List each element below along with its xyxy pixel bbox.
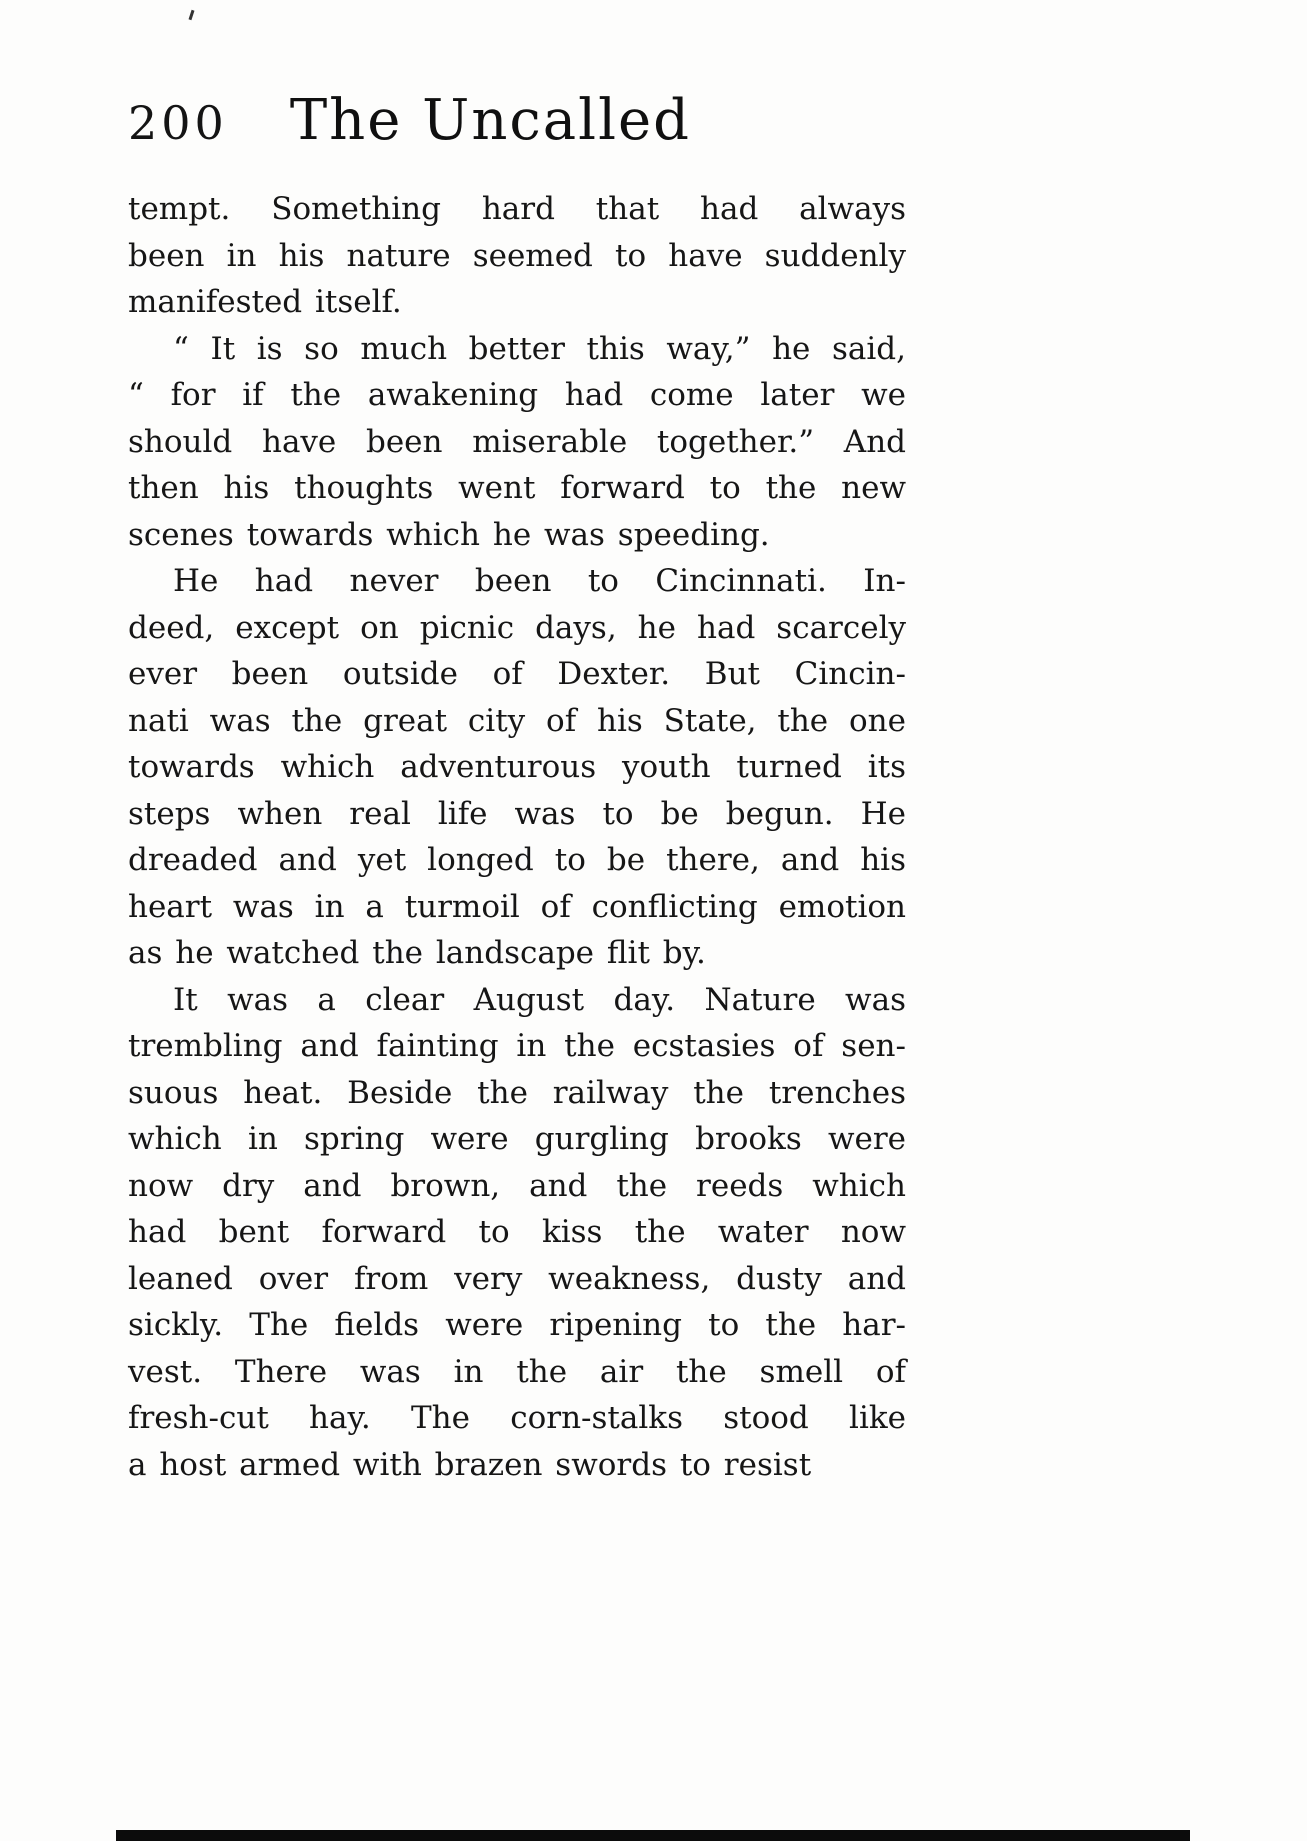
text-line: towards which adventurous youth turned its (128, 749, 906, 785)
paragraph (128, 558, 906, 977)
paragraph (128, 186, 906, 326)
text-line: fresh-cut hay. The corn-stalks stood like (128, 1400, 906, 1436)
text-line: manifested itself. (128, 284, 402, 320)
text-line: sickly. The fields were ripening to the har- (128, 1307, 906, 1343)
text-line: scenes towards which he was speeding. (128, 516, 770, 553)
text-line: then his thoughts went forward to the new (128, 470, 906, 506)
text-line: He had never been to Cincinnati. In- (173, 563, 906, 599)
text-body (128, 186, 906, 1488)
text-line: which in spring were gurgling brooks were (128, 1121, 906, 1157)
text-line: suous heat. Beside the railway the trenches (128, 1074, 906, 1111)
text-line: tempt. Something hard that had always (128, 191, 906, 227)
scan-speck (189, 10, 195, 20)
text-line: trembling and fainting in the ecstasies of sen- (128, 1028, 906, 1064)
text-line: should have been miserable together.” And (128, 423, 906, 460)
text-line: heart was in a turmoil of conflicting emotion (128, 888, 906, 925)
text-line: “ It is so much better this way,” he said, (173, 330, 906, 367)
page-header (128, 88, 918, 153)
page-number: 200 (128, 96, 228, 150)
text-line: ever been outside of Dexter. But Cincin- (128, 656, 906, 692)
paragraph (128, 977, 906, 1489)
text-line: vest. There was in the air the smell of (128, 1353, 906, 1390)
text-line: “ for if the awakening had come later we (128, 377, 906, 413)
text-line: nati was the great city of his State, the one (128, 702, 906, 739)
scan-artifact-bar (116, 1830, 1190, 1841)
text-line: It was a clear August day. Nature was (173, 981, 906, 1018)
text-line: a host armed with brazen swords to resist (128, 1446, 812, 1483)
page-title: The Uncalled (289, 88, 691, 153)
text-line: dreaded and yet longed to be there, and his (128, 842, 906, 878)
text-line: had bent forward to kiss the water now (128, 1214, 906, 1250)
text-line: steps when real life was to be begun. He (128, 795, 906, 832)
text-line: now dry and brown, and the reeds which (128, 1167, 906, 1204)
text-line: been in his nature seemed to have suddenly (128, 237, 906, 274)
paragraph (128, 326, 906, 559)
text-line: as he watched the landscape flit by. (128, 935, 706, 971)
text-line: leaned over from very weakness, dusty and (128, 1260, 906, 1297)
text-line: deed, except on picnic days, he had scarcely (128, 609, 906, 646)
